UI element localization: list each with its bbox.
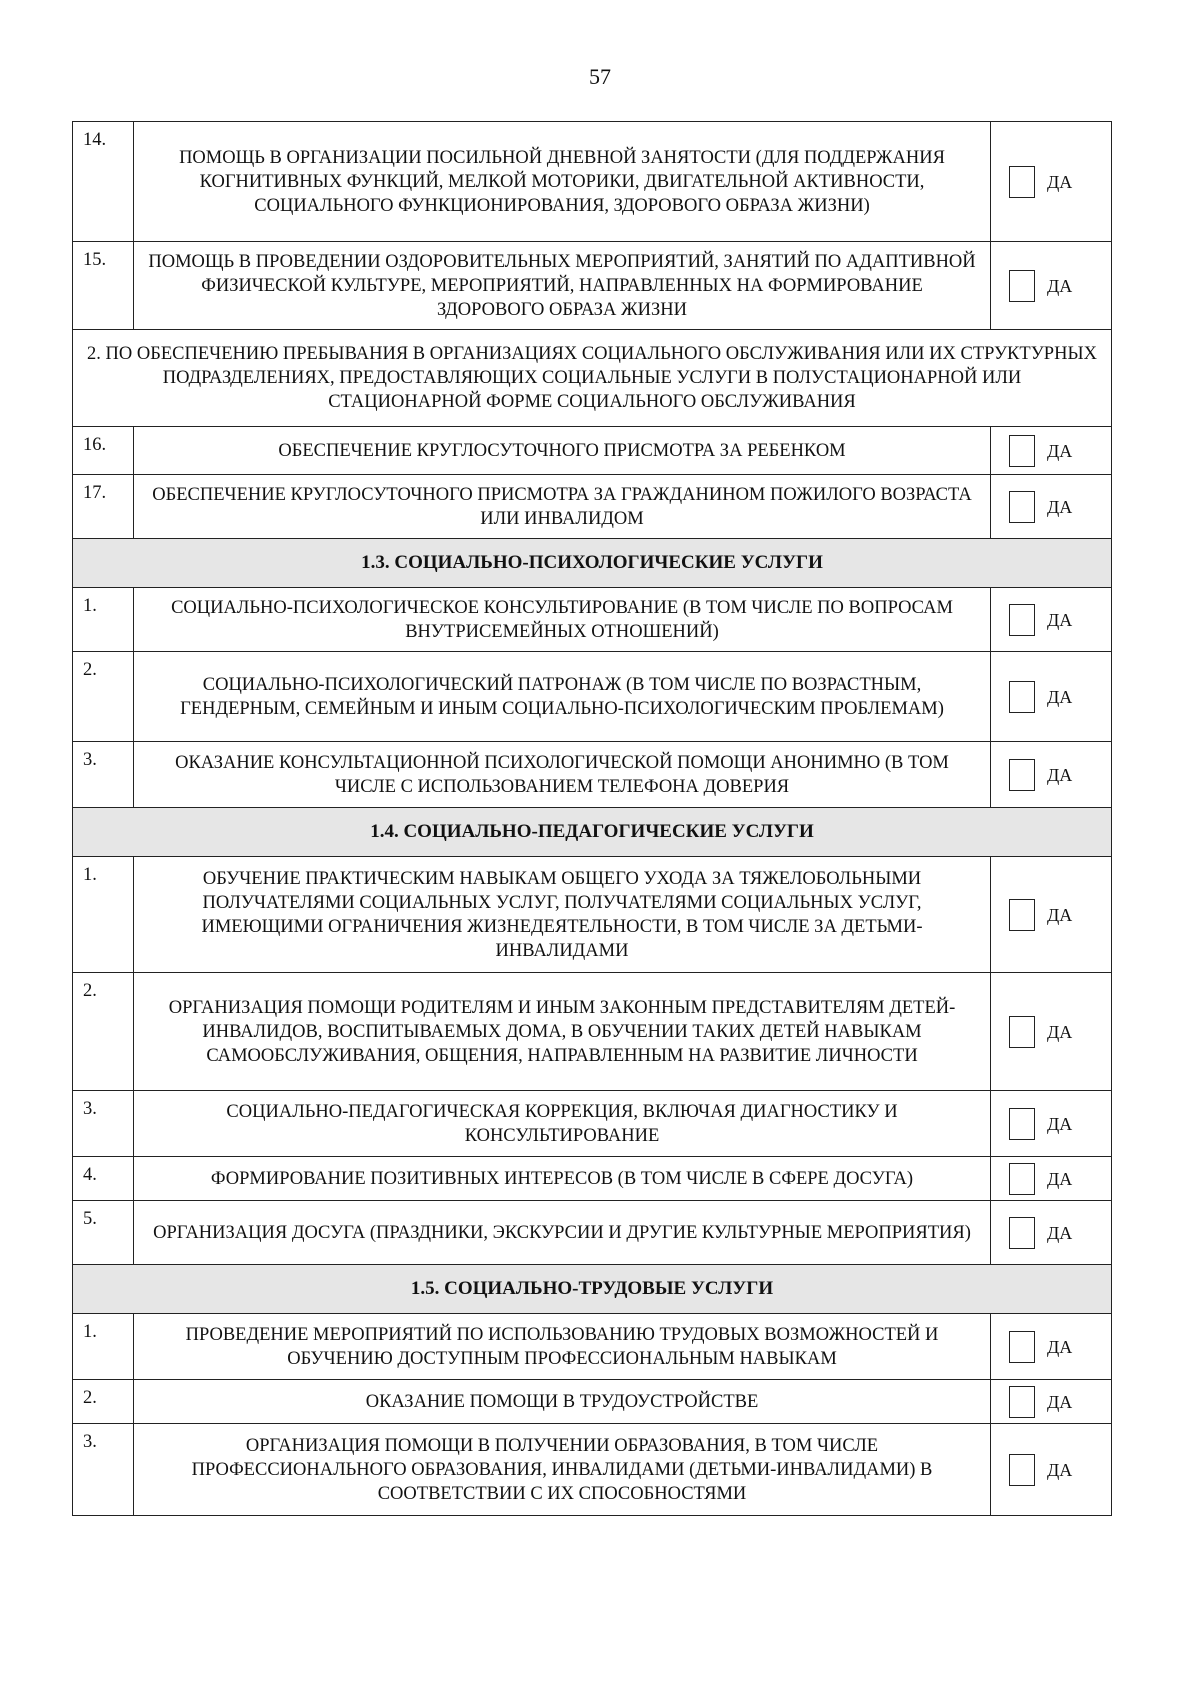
service-row bbox=[73, 588, 1112, 652]
service-row bbox=[73, 742, 1112, 808]
category-heading: 1.5. СОЦИАЛЬНО-ТРУДОВЫЕ УСЛУГИ bbox=[73, 1265, 1112, 1314]
yes-option bbox=[1009, 681, 1111, 713]
service-row bbox=[73, 652, 1112, 742]
service-choice-cell bbox=[991, 588, 1112, 652]
services-table-body bbox=[73, 122, 1112, 1516]
yes-label: ДА bbox=[1047, 1222, 1073, 1243]
service-choice-cell bbox=[991, 1157, 1112, 1201]
service-row bbox=[73, 973, 1112, 1091]
service-description: СОЦИАЛЬНО-ПСИХОЛОГИЧЕСКОЕ КОНСУЛЬТИРОВАНИЕ (В ТОМ ЧИСЛЕ ПО ВОПРОСАМ ВНУТРИСЕМЕЙНЫХ ОТНОШЕНИЙ) bbox=[134, 588, 991, 652]
category-header-row bbox=[73, 1265, 1112, 1314]
service-choice-cell bbox=[991, 652, 1112, 742]
service-number: 14. bbox=[73, 122, 134, 242]
yes-checkbox[interactable] bbox=[1009, 1454, 1035, 1486]
yes-label: ДА bbox=[1047, 609, 1073, 630]
yes-checkbox[interactable] bbox=[1009, 270, 1035, 302]
yes-checkbox[interactable] bbox=[1009, 435, 1035, 467]
service-number: 4. bbox=[73, 1157, 134, 1201]
yes-checkbox[interactable] bbox=[1009, 759, 1035, 791]
service-choice-cell bbox=[991, 857, 1112, 973]
yes-option bbox=[1009, 1454, 1111, 1486]
yes-checkbox[interactable] bbox=[1009, 1386, 1035, 1418]
yes-option bbox=[1009, 899, 1111, 931]
yes-label: ДА bbox=[1047, 440, 1073, 461]
yes-checkbox[interactable] bbox=[1009, 604, 1035, 636]
service-description: ПОМОЩЬ В ОРГАНИЗАЦИИ ПОСИЛЬНОЙ ДНЕВНОЙ ЗАНЯТОСТИ (ДЛЯ ПОДДЕРЖАНИЯ КОГНИТИВНЫХ ФУНКЦИЙ, МЕЛКОЙ МОТОРИКИ, ДВИГАТЕЛЬНОЙ АКТИВНОСТИ, СОЦИАЛЬНОГО ФУНКЦИОНИРОВАНИЯ, ЗДОРОВОГО ОБРАЗА ЖИЗНИ) bbox=[134, 122, 991, 242]
yes-option bbox=[1009, 1163, 1111, 1195]
service-choice-cell bbox=[991, 1201, 1112, 1265]
yes-option bbox=[1009, 1016, 1111, 1048]
service-description: ОРГАНИЗАЦИЯ ПОМОЩИ РОДИТЕЛЯМ И ИНЫМ ЗАКОННЫМ ПРЕДСТАВИТЕЛЯМ ДЕТЕЙ-ИНВАЛИДОВ, ВОСПИТЫВАЕМЫХ ДОМА, В ОБУЧЕНИИ ТАКИХ ДЕТЕЙ НАВЫКАМ САМООБСЛУЖИВАНИЯ, ОБЩЕНИЯ, НАПРАВЛЕННЫМ НА РАЗВИТИЕ ЛИЧНОСТИ bbox=[134, 973, 991, 1091]
service-row bbox=[73, 1314, 1112, 1380]
services-table bbox=[72, 121, 1112, 1516]
yes-label: ДА bbox=[1047, 1168, 1073, 1189]
service-choice-cell bbox=[991, 427, 1112, 475]
service-row bbox=[73, 1380, 1112, 1424]
service-row bbox=[73, 1201, 1112, 1265]
service-description: ОРГАНИЗАЦИЯ ДОСУГА (ПРАЗДНИКИ, ЭКСКУРСИИ И ДРУГИЕ КУЛЬТУРНЫЕ МЕРОПРИЯТИЯ) bbox=[134, 1201, 991, 1265]
yes-option bbox=[1009, 270, 1111, 302]
yes-checkbox[interactable] bbox=[1009, 1217, 1035, 1249]
service-row bbox=[73, 242, 1112, 330]
service-description: ОБЕСПЕЧЕНИЕ КРУГЛОСУТОЧНОГО ПРИСМОТРА ЗА РЕБЕНКОМ bbox=[134, 427, 991, 475]
yes-label: ДА bbox=[1047, 496, 1073, 517]
section-header-row bbox=[73, 330, 1112, 427]
service-description: ОКАЗАНИЕ ПОМОЩИ В ТРУДОУСТРОЙСТВЕ bbox=[134, 1380, 991, 1424]
service-row bbox=[73, 1424, 1112, 1516]
yes-checkbox[interactable] bbox=[1009, 1163, 1035, 1195]
service-description: ПРОВЕДЕНИЕ МЕРОПРИЯТИЙ ПО ИСПОЛЬЗОВАНИЮ ТРУДОВЫХ ВОЗМОЖНОСТЕЙ И ОБУЧЕНИЮ ДОСТУПНЫМ ПРОФЕССИОНАЛЬНЫМ НАВЫКАМ bbox=[134, 1314, 991, 1380]
service-number: 2. bbox=[73, 1380, 134, 1424]
yes-option bbox=[1009, 1217, 1111, 1249]
service-number: 2. bbox=[73, 652, 134, 742]
service-number: 17. bbox=[73, 475, 134, 539]
service-description: ОКАЗАНИЕ КОНСУЛЬТАЦИОННОЙ ПСИХОЛОГИЧЕСКОЙ ПОМОЩИ АНОНИМНО (В ТОМ ЧИСЛЕ С ИСПОЛЬЗОВАНИЕМ ТЕЛЕФОНА ДОВЕРИЯ bbox=[134, 742, 991, 808]
service-number: 3. bbox=[73, 742, 134, 808]
yes-option bbox=[1009, 1331, 1111, 1363]
yes-option bbox=[1009, 491, 1111, 523]
yes-option bbox=[1009, 166, 1111, 198]
service-choice-cell bbox=[991, 242, 1112, 330]
service-description: СОЦИАЛЬНО-ПСИХОЛОГИЧЕСКИЙ ПАТРОНАЖ (В ТОМ ЧИСЛЕ ПО ВОЗРАСТНЫМ, ГЕНДЕРНЫМ, СЕМЕЙНЫМ И ИНЫМ СОЦИАЛЬНО-ПСИХОЛОГИЧЕСКИМ ПРОБЛЕМАМ) bbox=[134, 652, 991, 742]
yes-option bbox=[1009, 435, 1111, 467]
service-row bbox=[73, 1091, 1112, 1157]
category-header-row bbox=[73, 808, 1112, 857]
yes-label: ДА bbox=[1047, 1021, 1073, 1042]
yes-checkbox[interactable] bbox=[1009, 166, 1035, 198]
service-description: ПОМОЩЬ В ПРОВЕДЕНИИ ОЗДОРОВИТЕЛЬНЫХ МЕРОПРИЯТИЙ, ЗАНЯТИЙ ПО АДАПТИВНОЙ ФИЗИЧЕСКОЙ КУЛЬТУРЕ, МЕРОПРИЯТИЙ, НАПРАВЛЕННЫХ НА ФОРМИРОВАНИЕ ЗДОРОВОГО ОБРАЗА ЖИЗНИ bbox=[134, 242, 991, 330]
service-number: 15. bbox=[73, 242, 134, 330]
service-choice-cell bbox=[991, 122, 1112, 242]
service-description: СОЦИАЛЬНО-ПЕДАГОГИЧЕСКАЯ КОРРЕКЦИЯ, ВКЛЮЧАЯ ДИАГНОСТИКУ И КОНСУЛЬТИРОВАНИЕ bbox=[134, 1091, 991, 1157]
service-choice-cell bbox=[991, 1380, 1112, 1424]
service-number: 2. bbox=[73, 973, 134, 1091]
yes-label: ДА bbox=[1047, 686, 1073, 707]
yes-checkbox[interactable] bbox=[1009, 681, 1035, 713]
yes-checkbox[interactable] bbox=[1009, 491, 1035, 523]
service-choice-cell bbox=[991, 475, 1112, 539]
service-description: ФОРМИРОВАНИЕ ПОЗИТИВНЫХ ИНТЕРЕСОВ (В ТОМ ЧИСЛЕ В СФЕРЕ ДОСУГА) bbox=[134, 1157, 991, 1201]
service-choice-cell bbox=[991, 1424, 1112, 1516]
service-row bbox=[73, 122, 1112, 242]
yes-label: ДА bbox=[1047, 1459, 1073, 1480]
yes-checkbox[interactable] bbox=[1009, 1016, 1035, 1048]
service-row bbox=[73, 427, 1112, 475]
yes-option bbox=[1009, 604, 1111, 636]
category-heading: 1.4. СОЦИАЛЬНО-ПЕДАГОГИЧЕСКИЕ УСЛУГИ bbox=[73, 808, 1112, 857]
yes-label: ДА bbox=[1047, 275, 1073, 296]
service-description: ОРГАНИЗАЦИЯ ПОМОЩИ В ПОЛУЧЕНИИ ОБРАЗОВАНИЯ, В ТОМ ЧИСЛЕ ПРОФЕССИОНАЛЬНОГО ОБРАЗОВАНИЯ, ИНВАЛИДАМИ (ДЕТЬМИ-ИНВАЛИДАМИ) В СООТВЕТСТВИИ С ИХ СПОСОБНОСТЯМИ bbox=[134, 1424, 991, 1516]
category-header-row bbox=[73, 539, 1112, 588]
yes-label: ДА bbox=[1047, 1336, 1073, 1357]
yes-option bbox=[1009, 1108, 1111, 1140]
service-number: 3. bbox=[73, 1424, 134, 1516]
section-heading: 2. ПО ОБЕСПЕЧЕНИЮ ПРЕБЫВАНИЯ В ОРГАНИЗАЦИЯХ СОЦИАЛЬНОГО ОБСЛУЖИВАНИЯ ИЛИ ИХ СТРУКТУРНЫХ ПОДРАЗДЕЛЕНИЯХ, ПРЕДОСТАВЛЯЮЩИХ СОЦИАЛЬНЫЕ УСЛУГИ В ПОЛУСТАЦИОНАРНОЙ ИЛИ СТАЦИОНАРНОЙ ФОРМЕ СОЦИАЛЬНОГО ОБСЛУЖИВАНИЯ bbox=[73, 330, 1112, 427]
service-number: 1. bbox=[73, 1314, 134, 1380]
yes-label: ДА bbox=[1047, 1113, 1073, 1134]
service-choice-cell bbox=[991, 973, 1112, 1091]
yes-label: ДА bbox=[1047, 904, 1073, 925]
yes-option bbox=[1009, 759, 1111, 791]
yes-label: ДА bbox=[1047, 171, 1073, 192]
service-description: ОБЕСПЕЧЕНИЕ КРУГЛОСУТОЧНОГО ПРИСМОТРА ЗА ГРАЖДАНИНОМ ПОЖИЛОГО ВОЗРАСТА ИЛИ ИНВАЛИДОМ bbox=[134, 475, 991, 539]
category-heading: 1.3. СОЦИАЛЬНО-ПСИХОЛОГИЧЕСКИЕ УСЛУГИ bbox=[73, 539, 1112, 588]
service-choice-cell bbox=[991, 742, 1112, 808]
service-row bbox=[73, 475, 1112, 539]
service-row bbox=[73, 857, 1112, 973]
yes-checkbox[interactable] bbox=[1009, 899, 1035, 931]
service-description: ОБУЧЕНИЕ ПРАКТИЧЕСКИМ НАВЫКАМ ОБЩЕГО УХОДА ЗА ТЯЖЕЛОБОЛЬНЫМИ ПОЛУЧАТЕЛЯМИ СОЦИАЛЬНЫХ УСЛУГ, ПОЛУЧАТЕЛЯМИ СОЦИАЛЬНЫХ УСЛУГ, ИМЕЮЩИМИ ОГРАНИЧЕНИЯ ЖИЗНЕДЕЯТЕЛЬНОСТИ, В ТОМ ЧИСЛЕ ЗА ДЕТЬМИ-ИНВАЛИДАМИ bbox=[134, 857, 991, 973]
service-number: 3. bbox=[73, 1091, 134, 1157]
service-number: 1. bbox=[73, 588, 134, 652]
service-number: 16. bbox=[73, 427, 134, 475]
yes-checkbox[interactable] bbox=[1009, 1331, 1035, 1363]
page-number: 57 bbox=[589, 64, 611, 89]
service-choice-cell bbox=[991, 1091, 1112, 1157]
service-number: 1. bbox=[73, 857, 134, 973]
yes-label: ДА bbox=[1047, 764, 1073, 785]
yes-label: ДА bbox=[1047, 1391, 1073, 1412]
yes-option bbox=[1009, 1386, 1111, 1418]
service-choice-cell bbox=[991, 1314, 1112, 1380]
yes-checkbox[interactable] bbox=[1009, 1108, 1035, 1140]
service-number: 5. bbox=[73, 1201, 134, 1265]
service-row bbox=[73, 1157, 1112, 1201]
